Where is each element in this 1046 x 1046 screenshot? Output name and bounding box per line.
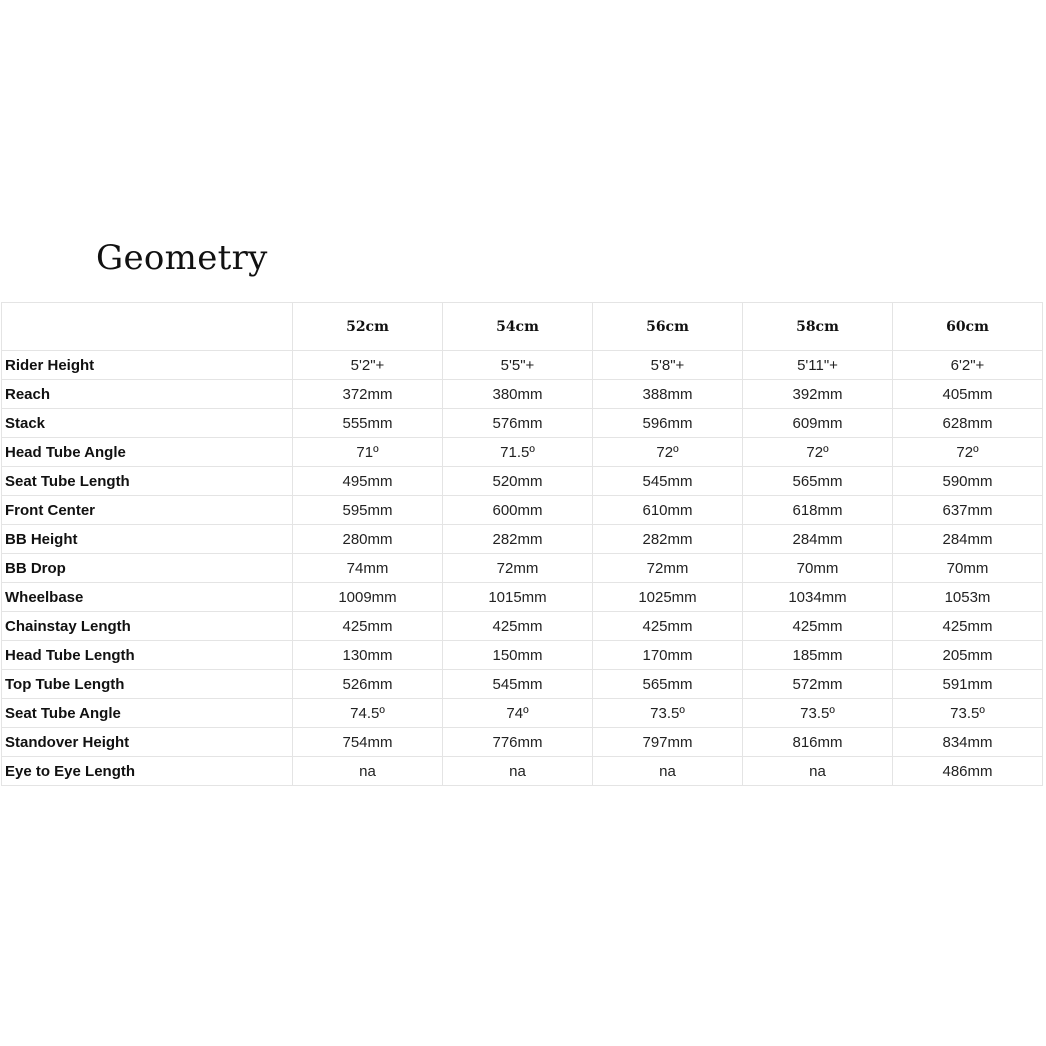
geometry-table [1,302,1043,786]
table-cell: 6'2"+ [893,351,1043,380]
table-cell: 526mm [293,670,443,699]
table-row [2,351,1043,380]
table-cell: 425mm [893,612,1043,641]
row-label: Eye to Eye Length [2,757,293,786]
table-cell: na [743,757,893,786]
table-cell: 73.5º [743,699,893,728]
table-row [2,409,1043,438]
table-cell: 545mm [443,670,593,699]
table-cell: 170mm [593,641,743,670]
table-cell: 185mm [743,641,893,670]
row-label: Wheelbase [2,583,293,612]
table-cell: 425mm [443,612,593,641]
table-row [2,438,1043,467]
table-cell: 572mm [743,670,893,699]
table-cell: 130mm [293,641,443,670]
table-row [2,496,1043,525]
table-cell: 816mm [743,728,893,757]
table-cell: 486mm [893,757,1043,786]
row-label: Head Tube Length [2,641,293,670]
table-cell: 380mm [443,380,593,409]
table-cell: 609mm [743,409,893,438]
table-cell: 70mm [743,554,893,583]
row-label: BB Height [2,525,293,554]
column-header-size: 60cm [893,303,1043,351]
column-header-size: 58cm [743,303,893,351]
table-cell: 71º [293,438,443,467]
table-row [2,467,1043,496]
row-label: Rider Height [2,351,293,380]
table-cell: 5'8"+ [593,351,743,380]
table-cell: 1015mm [443,583,593,612]
table-cell: 520mm [443,467,593,496]
table-cell: 74mm [293,554,443,583]
table-cell: 72º [893,438,1043,467]
table-cell: na [293,757,443,786]
table-cell: 545mm [593,467,743,496]
row-label: Top Tube Length [2,670,293,699]
row-label: Front Center [2,496,293,525]
row-label: Standover Height [2,728,293,757]
table-cell: 74.5º [293,699,443,728]
table-cell: 150mm [443,641,593,670]
table-cell: 1009mm [293,583,443,612]
table-row [2,612,1043,641]
table-cell: 610mm [593,496,743,525]
table-cell: 600mm [443,496,593,525]
column-header-size: 52cm [293,303,443,351]
table-cell: 5'11"+ [743,351,893,380]
table-row [2,583,1043,612]
table-row [2,757,1043,786]
table-cell: 834mm [893,728,1043,757]
table-cell: 425mm [293,612,443,641]
row-label: Seat Tube Angle [2,699,293,728]
table-cell: 392mm [743,380,893,409]
table-cell: 1053m [893,583,1043,612]
row-label: Head Tube Angle [2,438,293,467]
row-label: Reach [2,380,293,409]
row-label: Seat Tube Length [2,467,293,496]
table-cell: 754mm [293,728,443,757]
table-cell: 5'2"+ [293,351,443,380]
table-cell: 74º [443,699,593,728]
page-title: Geometry [96,238,268,278]
table-cell: 388mm [593,380,743,409]
table-cell: 372mm [293,380,443,409]
row-label: Stack [2,409,293,438]
table-row [2,380,1043,409]
table-cell: 72º [743,438,893,467]
table-cell: 590mm [893,467,1043,496]
table-cell: 284mm [893,525,1043,554]
table-cell: 618mm [743,496,893,525]
table-row [2,670,1043,699]
table-cell: 71.5º [443,438,593,467]
table-cell: 596mm [593,409,743,438]
table-cell: 73.5º [593,699,743,728]
table-row [2,525,1043,554]
table-row [2,554,1043,583]
table-cell: 284mm [743,525,893,554]
table-cell: 797mm [593,728,743,757]
table-header-row [2,303,1043,351]
column-header-size: 54cm [443,303,593,351]
header-corner [2,303,293,351]
table-cell: 425mm [743,612,893,641]
table-cell: 282mm [593,525,743,554]
table-body [2,351,1043,786]
table-cell: 280mm [293,525,443,554]
table-cell: 776mm [443,728,593,757]
table-row [2,728,1043,757]
table-cell: 425mm [593,612,743,641]
table-row [2,641,1043,670]
column-header-size: 56cm [593,303,743,351]
table-cell: 628mm [893,409,1043,438]
table-cell: 591mm [893,670,1043,699]
table-cell: 73.5º [893,699,1043,728]
table-cell: na [443,757,593,786]
table-cell: 595mm [293,496,443,525]
table-cell: 495mm [293,467,443,496]
table-cell: 205mm [893,641,1043,670]
table-cell: 565mm [593,670,743,699]
table-cell: 565mm [743,467,893,496]
row-label: Chainstay Length [2,612,293,641]
table-cell: 72º [593,438,743,467]
table-cell: 70mm [893,554,1043,583]
table-cell: 405mm [893,380,1043,409]
table-cell: 1025mm [593,583,743,612]
table-cell: 5'5"+ [443,351,593,380]
table-cell: 1034mm [743,583,893,612]
table-cell: 282mm [443,525,593,554]
table-cell: 576mm [443,409,593,438]
table-cell: 637mm [893,496,1043,525]
table-row [2,699,1043,728]
row-label: BB Drop [2,554,293,583]
table-cell: na [593,757,743,786]
table-cell: 72mm [443,554,593,583]
table-cell: 72mm [593,554,743,583]
table-cell: 555mm [293,409,443,438]
